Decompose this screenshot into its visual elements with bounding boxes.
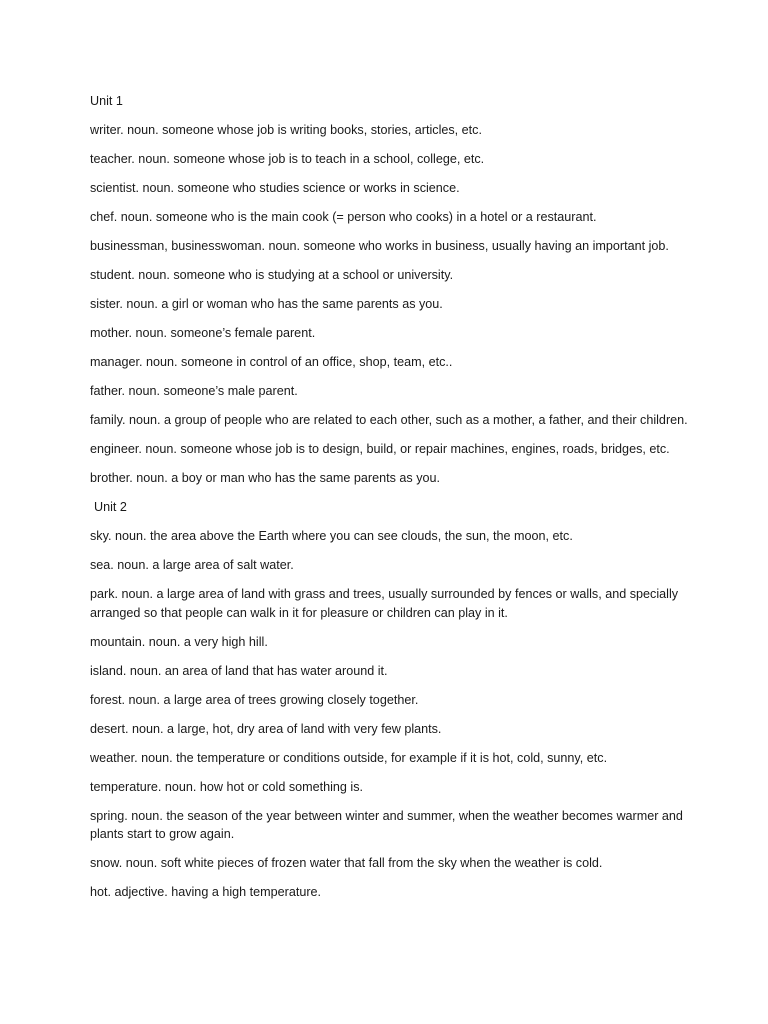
entry-scientist: scientist. noun. someone who studies science or works in science.: [90, 181, 460, 195]
entry-manager: manager. noun. someone in control of an office, shop, team, etc..: [90, 355, 453, 369]
entry-temperature: temperature. noun. how hot or cold something is.: [90, 779, 364, 794]
entry-brother: brother. noun. a boy or man who has the same parents as you.: [90, 471, 441, 485]
entry-family: family. noun. a group of people who are related to each other, such as a mother, a father, and their children.: [90, 413, 688, 427]
unit-2-heading: Unit 2: [94, 500, 127, 514]
entry-snow: snow. noun. soft white pieces of frozen water that fall from the sky when the weather is cold.: [90, 856, 603, 870]
entry-forest: forest. noun. a large area of trees growing closely together.: [90, 692, 419, 707]
entry-businessman: businessman, businesswoman. noun. someone who works in business, usually having an important job.: [90, 239, 669, 253]
entry-engineer: engineer. noun. someone whose job is to design, build, or repair machines, engines, roads, bridges, etc.: [90, 442, 670, 456]
entry-hot: hot. adjective. having a high temperature.: [90, 885, 322, 899]
entry-mother: mother. noun. someone’s female parent.: [90, 326, 316, 340]
entry-sea: sea. noun. a large area of salt water.: [90, 558, 294, 572]
entry-father: father. noun. someone’s male parent.: [90, 384, 298, 398]
entry-sister: sister. noun. a girl or woman who has the same parents as you.: [90, 297, 443, 311]
unit-1-heading: Unit 1: [90, 94, 123, 108]
entry-student: student. noun. someone who is studying at a school or university.: [90, 268, 454, 282]
entry-park: park. noun. a large area of land with grass and trees, usually surrounded by fences or walls, and specially arranged so that people can walk in it for pleasure or children can play in it.: [90, 587, 679, 620]
entry-teacher: teacher. noun. someone whose job is to teach in a school, college, etc.: [90, 152, 485, 166]
entry-island: island. noun. an area of land that has water around it.: [90, 663, 388, 678]
entry-mountain: mountain. noun. a very high hill.: [90, 634, 268, 649]
entry-desert: desert. noun. a large, hot, dry area of land with very few plants.: [90, 721, 442, 736]
entry-spring: spring. noun. the season of the year between winter and summer, when the weather becomes warmer and plants start to grow again.: [90, 808, 683, 841]
entry-sky: sky. noun. the area above the Earth where you can see clouds, the sun, the moon, etc.: [90, 529, 573, 543]
entry-writer: writer. noun. someone whose job is writing books, stories, articles, etc.: [90, 123, 482, 137]
entry-weather: weather. noun. the temperature or conditions outside, for example if it is hot, cold, sunny, etc.: [90, 750, 608, 765]
entry-chef: chef. noun. someone who is the main cook (= person who cooks) in a hotel or a restaurant.: [90, 210, 597, 224]
document-body: [90, 92, 690, 912]
